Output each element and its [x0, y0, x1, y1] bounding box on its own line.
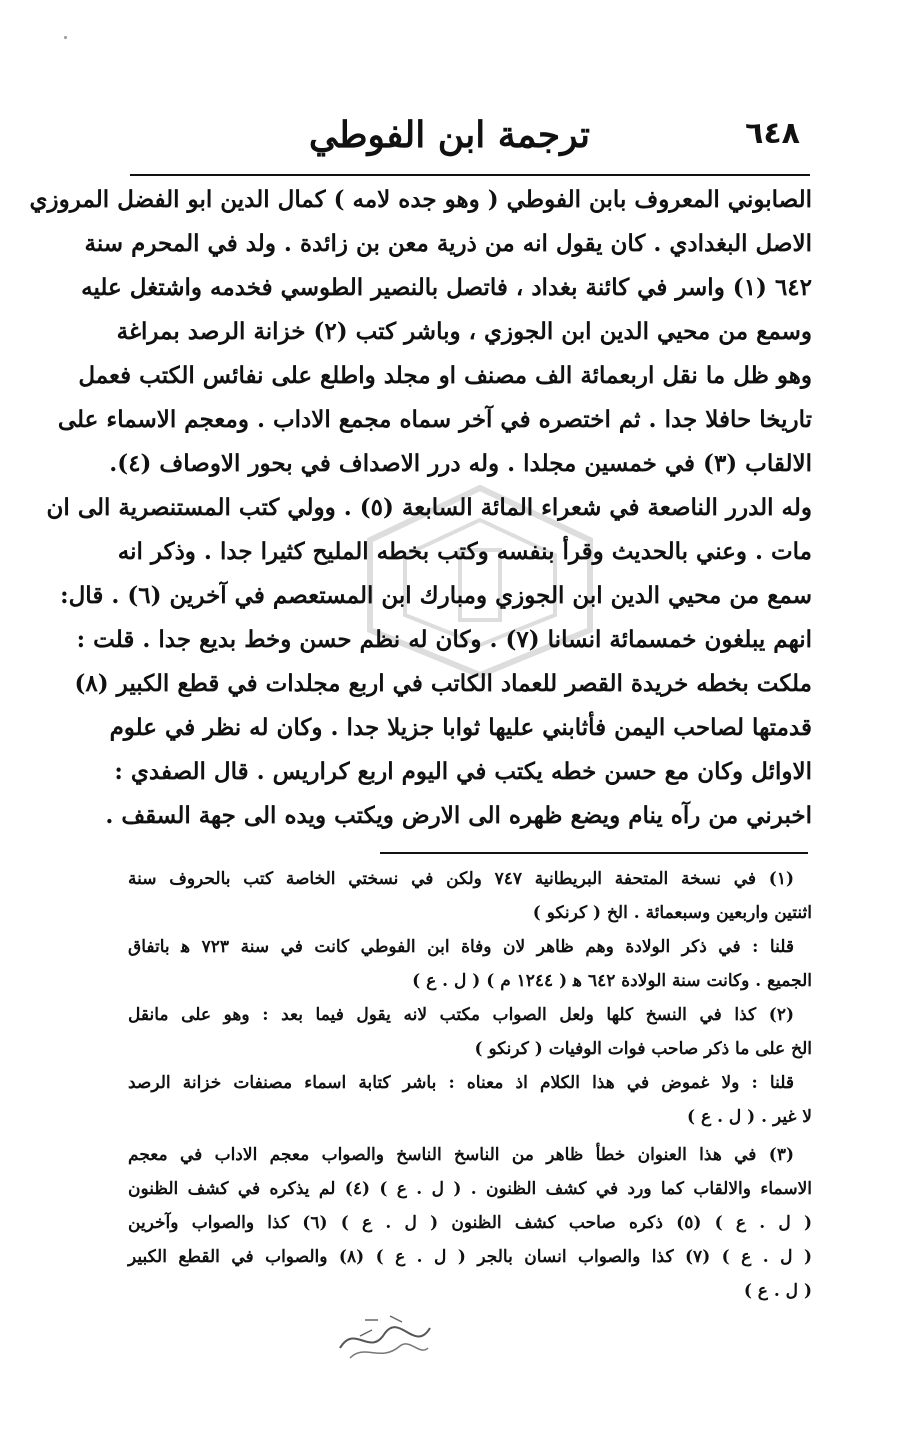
footnote-line: اثنتين واربعين وسبعمائة . الخ ( كرنكو ) — [532, 903, 812, 923]
footnote-line: (٢) كذا في النسخ كلها ولعل الصواب مكتب لانه يقول فيما بعد : وهو على مانقل — [128, 1005, 794, 1025]
body-line: سمع من محيي الدين ابن الجوزي ومبارك ابن المستعصم في آخرين (٦) . قال: — [60, 582, 812, 609]
footnotes-section — [128, 862, 812, 1308]
body-line: قدمتها لصاحب اليمن فأثابني عليها ثوابا جزيلا جدا . وكان له نظر في علوم — [109, 714, 812, 741]
footnote-separator — [380, 852, 808, 854]
footnote-line: الاسماء والالقاب كما ورد في كشف الظنون . ( ل . ع ) (٤) لم يذكره في كشف الظنون — [128, 1179, 812, 1199]
body-line: تاريخا حافلا جدا . ثم اختصره في آخر سماه مجمع الاداب . ومعجم الاسماء على — [57, 406, 812, 433]
body-line: وسمع من محيي الدين ابن الجوزي ، وباشر كتب (٢) خزانة الرصد بمراغة — [116, 318, 812, 345]
scan-speck — [64, 36, 67, 39]
body-line: ملكت بخطه خريدة القصر للعماد الكاتب في اربع مجلدات في قطع الكبير (٨) — [74, 670, 812, 697]
library-stamp-icon — [330, 1308, 440, 1368]
body-line: مات . وعني بالحديث وقرأ بنفسه وكتب بخطه المليح كثيرا جدا . وذكر انه — [117, 538, 812, 565]
footnote-line: ( ل . ع ) — [743, 1281, 812, 1301]
body-line: الالقاب (٣) في خمسين مجلدا . وله درر الاصداف في بحور الاوصاف (٤). — [109, 450, 812, 477]
footnote-line: ( ل . ع ) (٥) ذكره صاحب كشف الظنون ( ل . ع ) (٦) كذا والصواب وآخرين — [128, 1213, 813, 1233]
body-line: انهم يبلغون خمسمائة انسانا (٧) . وكان له نظم حسن وخط بديع جدا . قلت : — [76, 626, 812, 653]
page-title: ترجمة ابن الفوطي — [308, 114, 590, 156]
footnote-line: ( ل . ع ) (٧) كذا والصواب انسان بالجر ( ل . ع ) (٨) والصواب في القطع الكبير — [128, 1247, 812, 1267]
main-body-text — [29, 178, 812, 838]
body-line: الاوائل وكان مع حسن خطه يكتب في اليوم اربع كراريس . قال الصفدي : — [114, 758, 812, 785]
footnote-line: لا غير . ( ل . ع ) — [687, 1107, 812, 1127]
footnote-line: الخ على ما ذكر صاحب فوات الوفيات ( كرنكو ) — [474, 1039, 812, 1059]
page-header — [130, 108, 810, 172]
body-line: وله الدرر الناصعة في شعراء المائة السابعة (٥) . وولي كتب المستنصرية الى ان — [46, 494, 812, 521]
footnote-line: (٣) في هذا العنوان خطأ ظاهر من الناسخ الناسخ والصواب معجم الاداب في معجم — [128, 1145, 794, 1165]
body-line: الصابوني المعروف بابن الفوطي ( وهو جده لامه ) كمال الدين ابو الفضل المروزي — [29, 186, 812, 213]
footnote-line: (١) في نسخة المتحفة البريطانية ٧٤٧ ولكن في نسختي الخاصة كتب بالحروف سنة — [128, 869, 794, 889]
body-line: اخبرني من رآه ينام ويضع ظهره الى الارض ويكتب ويده الى جهة السقف . — [105, 802, 812, 829]
footnote-line: قلنا : في ذكر الولادة وهم ظاهر لان وفاة ابن الفوطي كانت في سنة ٧٢٣ ﻫ باتفاق — [128, 937, 794, 957]
body-line: الاصل البغدادي . كان يقول انه من ذرية معن بن زائدة . ولد في المحرم سنة — [84, 230, 812, 257]
footnote-line: قلنا : ولا غموض في هذا الكلام اذ معناه : باشر كتابة اسماء مصنفات خزانة الرصد — [128, 1073, 794, 1093]
page-number: ٦٤٨ — [745, 116, 800, 151]
body-line: وهو ظل ما نقل اربعمائة الف مصنف او مجلد واطلع على نفائس الكتب فعمل — [78, 362, 812, 389]
footnote-line: الجميع . وكانت سنة الولادة ٦٤٢ ﻫ ( ١٢٤٤ م ) ( ل . ع ) — [412, 971, 812, 991]
header-rule — [130, 174, 810, 176]
body-line: ٦٤٢ (١) واسر في كائنة بغداد ، فاتصل بالنصير الطوسي فخدمه واشتغل عليه — [81, 274, 812, 301]
